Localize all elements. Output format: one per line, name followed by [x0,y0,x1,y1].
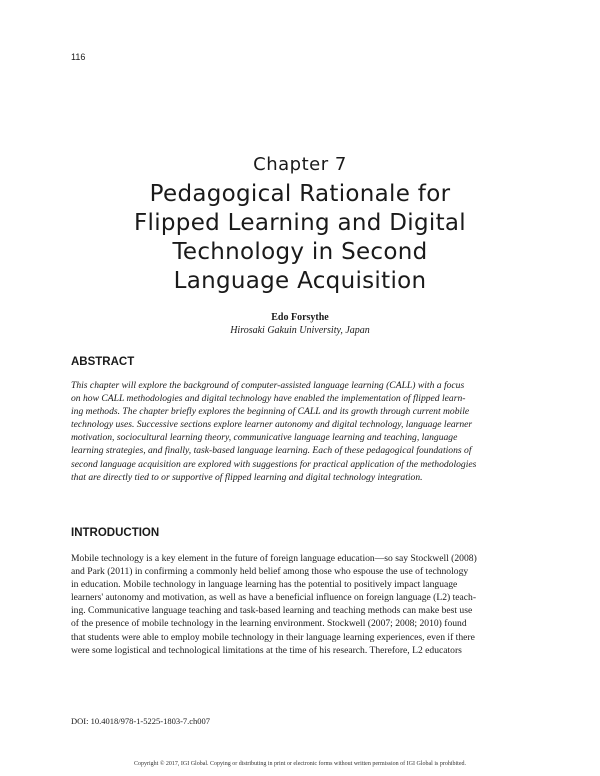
text-line: This chapter will explore the background of computer-assisted language learning (CALL) with a focus [71,380,465,391]
abstract-heading: ABSTRACT [71,356,135,368]
author-affiliation: Hirosaki Gakuin University, Japan [230,325,370,336]
abstract-body [71,379,531,484]
text-line: ing. Communicative language teaching and task-based learning and teaching methods can make best use [71,605,473,617]
text-line: second language acquisition are explored with suggestions for practical application of the methodologies [71,458,477,470]
text-line: were some logistical and technological limitations at the time of his research. Therefore, L2 educators [71,644,462,656]
doi: DOI: 10.4018/978-1-5225-1803-7.ch007 [71,716,211,726]
text-line: learning strategies, and finally, task-based language learning. Each of these pedagogical foundations of [71,445,472,457]
author-name: Edo Forsythe [271,312,329,323]
copyright-notice: Copyright © 2017, IGI Global. Copying or distributing in print or electronic forms without written permission of IGI Global is prohibited. [133,761,466,767]
chapter-title [60,180,540,296]
introduction-body [71,552,531,657]
introduction-heading: INTRODUCTION [71,527,160,539]
text-line: ing methods. The chapter briefly explores the beginning of CALL and its growth through current mobile [71,406,470,418]
text-line: in education. Mobile technology in language learning has the potential to positively impact language [71,579,458,591]
title-line: Technology in Second [172,239,428,265]
title-line: Pedagogical Rationale for [149,181,451,207]
text-line: that are directly tied to or supportive of flipped learning and digital technology integration. [71,471,423,483]
text-line: on how CALL methodologies and digital technology have enabled the implementation of flipped learn- [71,393,466,405]
text-line: Mobile technology is a key element in the future of foreign language education—so say Stockwell (2008) [71,553,477,564]
title-line: Language Acquisition [173,268,427,294]
text-line: and Park (2011) in confirming a commonly held belief among those who espouse the use of technology [71,566,469,578]
text-line: that students were able to employ mobile technology in their language learning experiences, even if there [71,631,475,643]
text-line: of the presence of mobile technology in the learning environment. Stockwell (2007; 2008; 2010) found [71,618,467,630]
text-line: technology uses. Successive sections explore learner autonomy and digital technology, language learner [71,419,473,431]
page-number: 116 [71,52,86,62]
chapter-label: Chapter 7 [253,154,347,175]
text-line: motivation, sociocultural learning theory, communicative language learning and teaching, language [71,432,458,444]
text-line: learners' autonomy and motivation, as well as have a beneficial influence on foreign language (L2) teach- [71,592,477,604]
title-line: Flipped Learning and Digital [133,210,466,236]
